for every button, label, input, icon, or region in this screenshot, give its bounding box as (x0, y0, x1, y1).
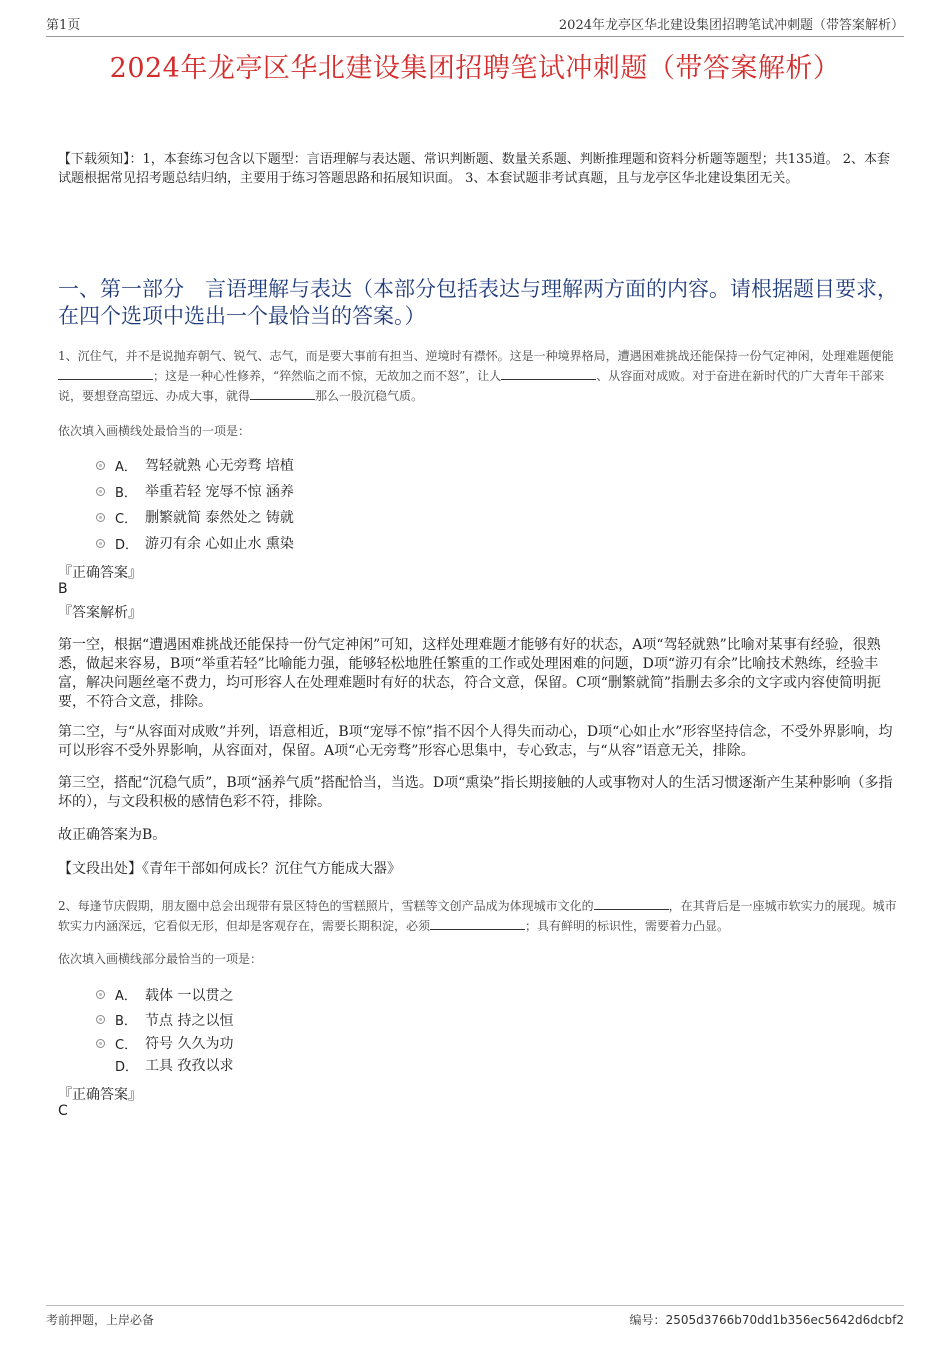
q2-answer: C (58, 1103, 68, 1119)
q1-options (96, 452, 294, 556)
q2-options (96, 982, 233, 1076)
q2-option-c[interactable] (96, 1032, 233, 1054)
q1-blank-1 (58, 366, 153, 380)
q2-prompt: 依次填入画横线部分最恰当的一项是： (58, 952, 263, 966)
section-title: 一、第一部分 言语理解与表达（本部分包括表达与理解两方面的内容。请根据题目要求，在四个选项中选出一个最恰当的答案。） (58, 277, 898, 328)
q1-text-part2: ；这是一种心性修养，“猝然临之而不惊，无故加之而不怒”，让人 (153, 369, 502, 383)
q1-source: 【文段出处】《青年干部如何成长？沉住气方能成大器》 (58, 861, 401, 877)
footer-slogan: 考前押题，上岸必备 (46, 1313, 155, 1327)
q1-prompt: 依次填入画横线处最恰当的一项是： (58, 424, 251, 438)
footer-code (630, 1311, 904, 1328)
option-letter: D． (115, 1059, 139, 1075)
q2-answer-label: 『正确答案』 (58, 1087, 142, 1103)
option-text: 符号 久久为功 (145, 1036, 234, 1052)
radio-icon[interactable] (96, 1039, 105, 1048)
q2-text-part1: 2、每逢节庆假期，朋友圈中总会出现带有景区特色的雪糕照片，雪糕等文创产品成为体现城市文化的 (58, 899, 594, 913)
q1-analysis-label: 『答案解析』 (58, 605, 142, 621)
q1-option-a[interactable] (96, 452, 294, 478)
radio-icon[interactable] (96, 539, 105, 548)
page-header (46, 14, 904, 37)
footer-code-label: 编号： (629, 1313, 666, 1327)
q1-analysis-para-3: 第三空，搭配“沉稳气质”，B项“涵养气质”搭配恰当，当选。D项“熏染”指长期接触的人或事物对人的生活习惯逐渐产生某种影响（多指坏的），与文段积极的感情色彩不符，排除。 (58, 775, 893, 810)
q1-text-part1: 1、沉住气，并不是说抛弃朝气、锐气、志气，而是要大事前有担当、逆境时有襟怀。这是一种境界格局，遭遇困难挑战还能保持一份气定神闲，处理难题便能 (58, 349, 894, 363)
q1-analysis-para-1: 第一空，根据“遭遇困难挑战还能保持一份气定神闲”可知，这样处理难题才能够有好的状态，A项“驾轻就熟”比喻对某事有经验，很熟悉，做起来容易，B项“举重若轻”比喻能力强，能够轻松地胜任繁重的工作或处理困难的问题，D项“游刃有余”比喻技术熟练，经验丰富，解决问题丝毫不费力，均可形容人在处理难题时有好的状态，符合文意，保留。C项“删繁就简”指删去多余的文字或内容使简明扼要，不符合文意，排除。 (58, 637, 882, 710)
q2-blank-2 (430, 916, 525, 930)
option-letter: B． (115, 485, 137, 501)
question-2-text (58, 896, 900, 936)
download-notice: 【下载须知】：1，本套练习包含以下题型：言语理解与表达题、常识判断题、数量关系题、判断推理题和资料分析题等题型；共135道。 2、本套试题根据常见招考题总结归纳，主要用于练习答题思路和拓展知识面。 3、本套试题非考试真题，且与龙亭区华北建设集团无关。 (58, 152, 890, 186)
option-text: 载体 一以贯之 (145, 987, 234, 1004)
option-text: 工具 孜孜以求 (145, 1058, 234, 1074)
q1-text-part3: 、从容面对成败。对于奋进在新时代的广大青年干部来说，要想登高望远、办成大事，就得 (58, 369, 885, 403)
option-letter: B． (115, 1014, 137, 1029)
q2-option-b[interactable] (96, 1007, 233, 1032)
option-text: 举重若轻 宠辱不惊 涵养 (145, 484, 294, 500)
page-number: 第1页 (46, 18, 81, 33)
option-letter: C． (115, 511, 138, 527)
header-doc-title: 2024年龙亭区华北建设集团招聘笔试冲刺题（带答案解析） (558, 18, 904, 33)
option-text: 删繁就简 泰然处之 铸就 (145, 510, 294, 526)
q2-blank-1 (594, 896, 669, 910)
q2-option-a[interactable] (96, 982, 233, 1007)
q1-option-b[interactable] (96, 478, 294, 504)
page-footer (46, 1305, 904, 1328)
radio-icon[interactable] (96, 513, 105, 522)
q1-blank-3 (250, 386, 315, 400)
question-1-text (58, 346, 900, 406)
q2-text-part3: ；具有鲜明的标识性，需要着力凸显。 (525, 919, 730, 933)
option-letter: A． (115, 989, 137, 1004)
option-text: 节点 持之以恒 (145, 1012, 234, 1029)
option-text: 游刃有余 心如止水 熏染 (145, 536, 294, 552)
q1-option-d[interactable] (96, 530, 294, 556)
radio-icon[interactable] (96, 1015, 105, 1024)
option-letter: C． (115, 1037, 138, 1053)
option-text: 驾轻就熟 心无旁骛 培植 (145, 458, 294, 474)
q1-answer-label: 『正确答案』 (58, 565, 142, 581)
option-letter: A． (115, 459, 137, 475)
document-title: 2024年龙亭区华北建设集团招聘笔试冲刺题（带答案解析） (109, 53, 841, 84)
q1-blank-2 (501, 366, 596, 380)
radio-icon[interactable] (96, 990, 105, 999)
footer-code-value: 2505d3766b70dd1b356ec5642d6dcbf2 (665, 1313, 904, 1327)
q2-text-part2: ，在其背后是一座城市软实力的展现。城市软实力内涵深远，它看似无形，但却是客观存在，需要长期积淀，必须 (58, 899, 897, 933)
radio-icon[interactable] (96, 487, 105, 496)
q1-answer: B (58, 581, 68, 597)
q1-analysis-para-2: 第二空，与“从容面对成败”并列，语意相近，B项“宠辱不惊”指不因个人得失而动心，D项“心如止水”形容坚持信念，不受外界影响，均可以形容不受外界影响，从容面对，保留。A项“心无旁骛”形容心思集中，专心致志，与“从容”语意无关，排除。 (58, 724, 893, 759)
option-letter: D． (115, 537, 139, 553)
radio-icon[interactable] (96, 461, 105, 470)
q1-text-part4: 那么一股沉稳气质。 (315, 389, 424, 403)
q1-conclusion: 故正确答案为B。 (58, 827, 167, 843)
q1-option-c[interactable] (96, 504, 294, 530)
q2-option-d[interactable] (96, 1054, 233, 1076)
